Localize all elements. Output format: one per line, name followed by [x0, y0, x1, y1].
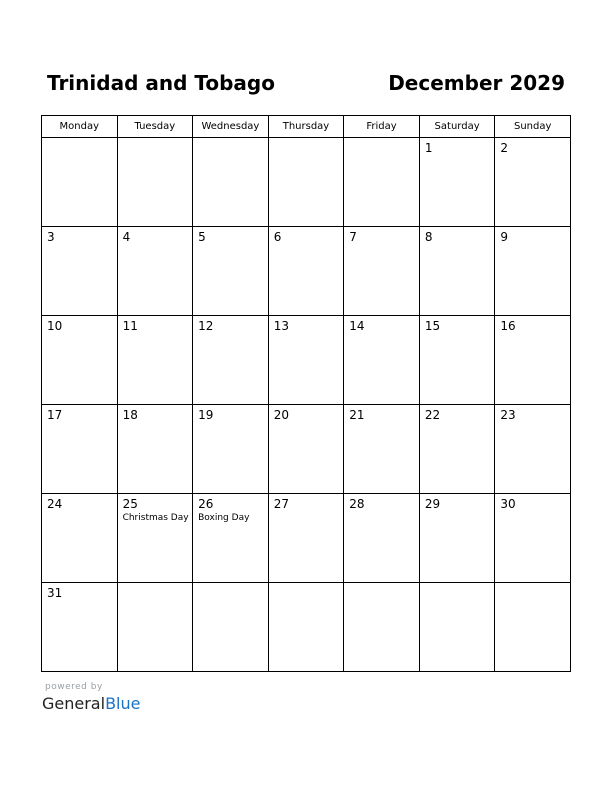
day-cell — [268, 494, 344, 583]
weekday-sunday: Sunday — [495, 116, 571, 138]
country-title: Trinidad and Tobago — [47, 71, 275, 95]
day-number: 13 — [273, 319, 289, 333]
brand-blue-text: Blue — [105, 694, 141, 713]
day-cell — [419, 494, 495, 583]
weekday-header-row — [42, 116, 571, 138]
day-number: 27 — [273, 497, 289, 511]
powered-by-label: powered by — [45, 682, 103, 692]
weekday-wednesday: Wednesday — [193, 116, 269, 138]
day-cell — [268, 316, 344, 405]
day-cell — [193, 583, 269, 672]
day-number: 29 — [424, 497, 441, 511]
day-cell — [495, 138, 571, 227]
week-row — [42, 405, 571, 494]
day-cell — [495, 227, 571, 316]
day-cell — [42, 227, 118, 316]
day-cell — [193, 138, 269, 227]
day-cell — [495, 583, 571, 672]
day-cell — [344, 138, 420, 227]
day-number: 9 — [500, 230, 509, 244]
day-cell — [419, 316, 495, 405]
day-cell — [193, 316, 269, 405]
weekday-friday: Friday — [344, 116, 420, 138]
day-number: 3 — [47, 230, 55, 244]
day-cell — [117, 138, 193, 227]
day-cell — [117, 494, 193, 583]
day-cell — [344, 227, 420, 316]
day-number: 4 — [122, 230, 131, 244]
day-number: 24 — [47, 497, 63, 511]
day-number: 21 — [349, 408, 365, 422]
day-cell — [419, 583, 495, 672]
day-cell — [117, 405, 193, 494]
weekday-monday: Monday — [42, 116, 118, 138]
calendar-grid — [41, 115, 571, 672]
week-row — [42, 494, 571, 583]
day-cell — [117, 316, 193, 405]
day-number: 30 — [500, 497, 516, 511]
day-cell — [268, 227, 344, 316]
day-number: 11 — [122, 319, 138, 333]
weekday-thursday: Thursday — [268, 116, 344, 138]
day-cell — [193, 405, 269, 494]
day-number: 19 — [198, 408, 214, 422]
day-cell — [42, 494, 118, 583]
day-cell — [268, 138, 344, 227]
week-row — [42, 227, 571, 316]
weekday-saturday: Saturday — [419, 116, 495, 138]
day-cell — [268, 405, 344, 494]
day-number: 6 — [273, 230, 282, 244]
day-cell — [495, 494, 571, 583]
week-row — [42, 583, 571, 672]
day-cell — [344, 405, 420, 494]
day-number: 22 — [424, 408, 441, 422]
day-cell — [495, 316, 571, 405]
week-row — [42, 316, 571, 405]
day-cell — [117, 227, 193, 316]
day-number: 8 — [424, 230, 433, 244]
day-number: 17 — [47, 408, 63, 422]
day-number: 26 — [198, 497, 214, 511]
day-number: 12 — [198, 319, 214, 333]
day-number: 10 — [47, 319, 63, 333]
day-cell — [193, 227, 269, 316]
day-number: 23 — [500, 408, 516, 422]
day-cell — [419, 138, 495, 227]
holiday-label: Christmas Day — [122, 513, 189, 523]
day-number: 16 — [500, 319, 516, 333]
day-cell — [419, 227, 495, 316]
day-number: 1 — [424, 141, 433, 155]
day-cell — [42, 138, 118, 227]
day-cell — [344, 316, 420, 405]
day-cell — [193, 494, 269, 583]
day-number: 25 — [122, 497, 138, 511]
day-cell — [344, 583, 420, 672]
day-cell — [419, 405, 495, 494]
week-row — [42, 138, 571, 227]
day-number: 2 — [500, 141, 509, 155]
day-cell — [495, 405, 571, 494]
day-cell — [42, 316, 118, 405]
generalblue-logo — [42, 694, 140, 713]
month-year-title: December 2029 — [388, 71, 565, 95]
day-cell — [42, 405, 118, 494]
day-number: 18 — [122, 408, 138, 422]
day-number: 28 — [349, 497, 365, 511]
holiday-label: Boxing Day — [198, 513, 250, 523]
day-cell — [42, 583, 118, 672]
day-number: 14 — [349, 319, 365, 333]
day-cell — [117, 583, 193, 672]
day-cell — [268, 583, 344, 672]
day-number: 20 — [273, 408, 289, 422]
day-number: 7 — [349, 230, 357, 244]
day-number: 31 — [47, 586, 63, 600]
weekday-tuesday: Tuesday — [117, 116, 193, 138]
day-number: 5 — [198, 230, 206, 244]
day-number: 15 — [424, 319, 441, 333]
day-cell — [344, 494, 420, 583]
brand-general-text: General — [42, 694, 106, 713]
